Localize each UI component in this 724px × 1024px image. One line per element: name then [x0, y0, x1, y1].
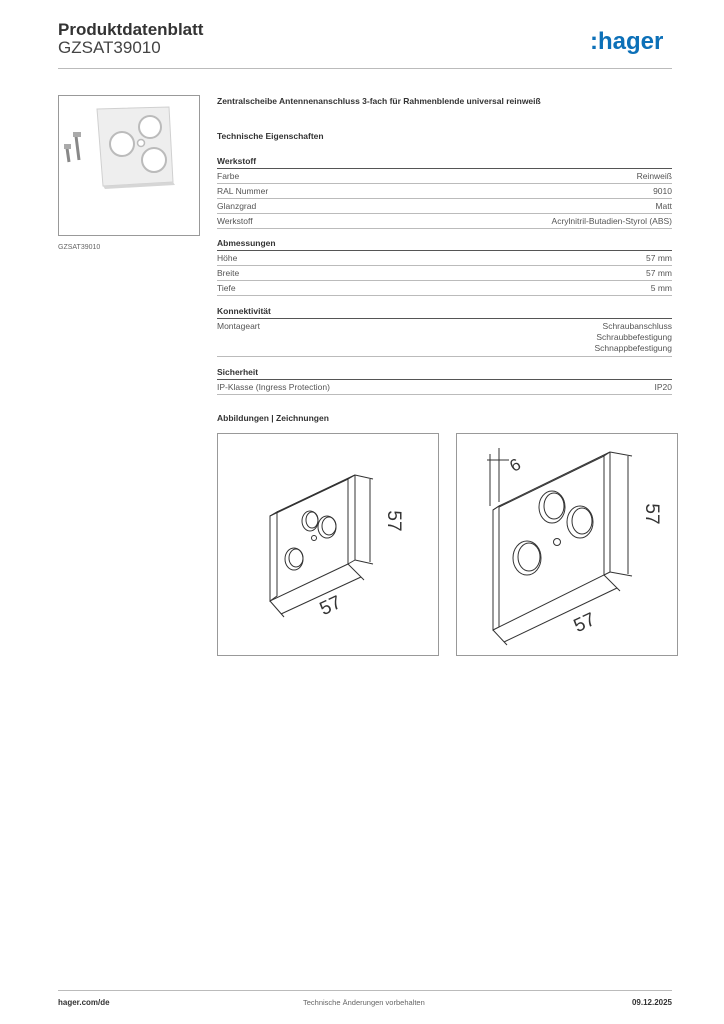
figures-heading: Abbildungen | Zeichnungen [217, 413, 329, 423]
section-title: Konnektivität [217, 305, 672, 319]
logo-text: :hager [590, 29, 664, 55]
mount-type-value: Schraubbefestigung [596, 332, 672, 342]
table-row [217, 169, 672, 184]
section-abmessungen [217, 237, 672, 296]
row-label: Werkstoff [217, 216, 253, 226]
mount-type-value: Schraubanschluss [602, 321, 672, 331]
row-value: 57 mm [646, 253, 672, 263]
section-title: Werkstoff [217, 155, 672, 169]
section-title: Sicherheit [217, 366, 672, 380]
row-label: Glanzgrad [217, 201, 257, 211]
drawing-2 [456, 433, 678, 656]
hager-logo [590, 29, 675, 55]
dim-depth: 6 [506, 454, 525, 476]
tech-heading: Technische Eigenschaften [217, 131, 324, 141]
table-row [217, 281, 672, 296]
table-row [217, 184, 672, 199]
product-description: Zentralscheibe Antennenanschluss 3-fach für Rahmenblende universal reinweiß [217, 96, 541, 106]
dim-height: 57 [383, 510, 404, 532]
table-row [217, 319, 672, 357]
row-label: Tiefe [217, 283, 236, 293]
product-image [58, 95, 200, 236]
row-value: IP20 [654, 382, 672, 392]
table-row [217, 214, 672, 229]
section-title: Abmessungen [217, 237, 672, 251]
table-row [217, 199, 672, 214]
dim-height: 57 [641, 503, 662, 525]
dim-width: 57 [570, 609, 599, 637]
row-value: Reinweiß [636, 171, 672, 181]
section-werkstoff [217, 155, 672, 229]
row-label: Farbe [217, 171, 240, 181]
row-label: Montageart [217, 321, 260, 331]
row-value: Matt [655, 201, 672, 211]
row-value: 5 mm [650, 283, 672, 293]
row-value: 9010 [653, 186, 672, 196]
image-caption: GZSAT39010 [58, 244, 101, 251]
footer-website-link[interactable]: hager.com/de [58, 998, 110, 1007]
section-konnektivitaet [217, 305, 672, 357]
section-sicherheit [217, 366, 672, 395]
footer-divider [58, 990, 672, 991]
row-label: IP-Klasse (Ingress Protection) [217, 382, 330, 392]
mount-type-value: Schnappbefestigung [594, 343, 672, 353]
header-divider [58, 68, 672, 69]
dim-width: 57 [316, 592, 345, 620]
row-label: Breite [217, 268, 240, 278]
drawing-1 [217, 433, 439, 656]
product-code: GZSAT39010 [58, 38, 161, 57]
row-value: Acrylnitril-Butadien-Styrol (ABS) [551, 216, 672, 226]
dimension-drawing [457, 434, 677, 655]
row-value [594, 321, 672, 354]
table-row [217, 380, 672, 395]
screw-icon [64, 132, 81, 162]
table-row [217, 266, 672, 281]
page-title: Produktdatenblatt [58, 20, 204, 39]
row-value: 57 mm [646, 268, 672, 278]
footer-date: 09.12.2025 [631, 998, 672, 1007]
row-label: RAL Nummer [217, 186, 269, 196]
product-illustration [59, 96, 199, 235]
footer-notice: Technische Änderungen vorbehalten [303, 998, 425, 1007]
table-row [217, 251, 672, 266]
row-label: Höhe [217, 253, 238, 263]
dimension-drawing [218, 434, 438, 655]
